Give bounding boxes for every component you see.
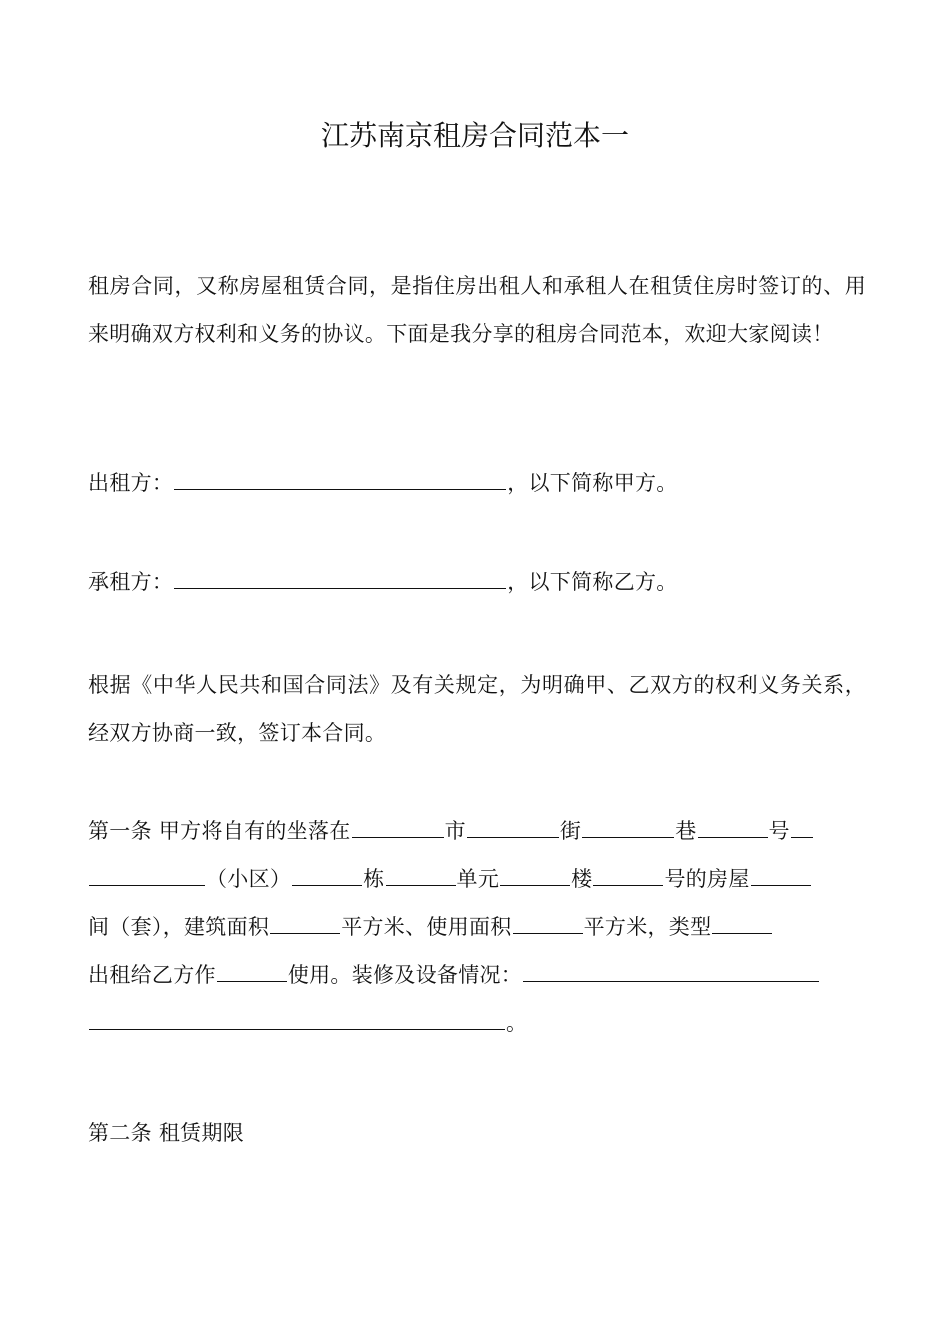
lane-label: 巷 [675,819,697,843]
lessee-line [88,558,866,606]
type-blank [712,913,772,934]
equipment-blank-continued [89,1009,505,1030]
street-blank [467,817,559,838]
building-area-blank [270,913,340,934]
building-label: 栋 [363,867,385,891]
community-blank [89,865,205,886]
article-1-line-5 [88,999,866,1047]
lessee-label: 承租方： [88,570,174,594]
area-unit-2: 平方米，类型 [583,915,712,939]
unit-blank [386,865,456,886]
article-2-heading: 第二条 租赁期限 [88,1121,245,1145]
usable-area-blank [513,913,583,934]
street-label: 街 [559,819,582,843]
room-blank [593,865,663,886]
article-1-line-2 [88,855,866,903]
intro-paragraph: 租房合同，又称房屋租赁合同，是指住房出租人和承租人在租赁住房时签订的、用来明确双方权利和义务的协议。下面是我分享的租房合同范本，欢迎大家阅读！ [88,274,866,346]
purpose-blank [217,961,287,982]
lessor-name-blank [174,469,506,490]
lane-blank [582,817,674,838]
city-blank [352,817,444,838]
article-1-line-1 [88,807,866,855]
article-1 [88,807,866,1047]
area-unit-1: 平方米、使用面积 [341,915,512,939]
number-label: 号 [768,819,790,843]
unit-label: 单元 [456,867,500,891]
basis-paragraph: 根据《中华人民共和国合同法》及有关规定，为明确甲、乙双方的权利义务关系，经双方协商一致，签订本合同。 [88,673,866,745]
lessor-label: 出租方： [88,471,174,495]
lessee-suffix: ，以下简称乙方。 [507,570,678,594]
city-label: 市 [444,819,466,843]
article-1-end: 。 [506,1011,528,1035]
lessee-name-blank [174,568,506,589]
lessor-suffix: ，以下简称甲方。 [507,471,678,495]
lessor-line [88,459,866,507]
article-1-lead: 第一条 甲方将自有的坐落在 [88,819,351,843]
floor-label: 楼 [571,867,593,891]
article-1-line-3 [88,903,866,951]
floor-blank [500,865,570,886]
room-label: 号的房屋 [664,867,750,891]
document-title: 江苏南京租房合同范本一 [320,119,629,152]
use-label: 使用。装修及设备情况： [287,963,523,987]
article-1-line-4 [88,951,866,999]
community-label: （小区） [206,867,292,891]
rooms-count-blank [751,865,811,886]
rent-to-label: 出租给乙方作 [88,963,216,987]
address-blank-tail [791,817,813,838]
building-blank [292,865,362,886]
equipment-blank [523,961,819,982]
rooms-label: 间（套），建筑面积 [88,915,270,939]
number-blank [698,817,768,838]
